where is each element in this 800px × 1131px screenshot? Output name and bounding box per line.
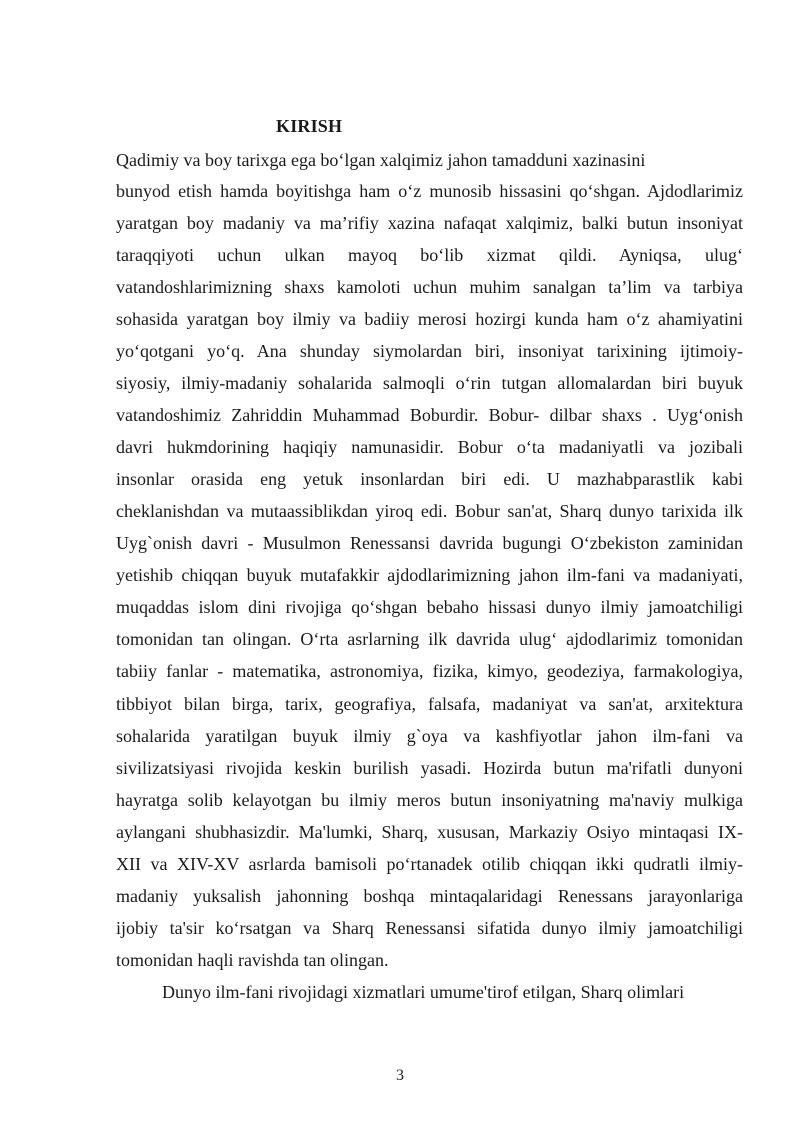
text-line: tibbiyot bilan birga, tarix, geografiya, falsafa, madaniyat va san'at, arxitektura (116, 694, 743, 714)
text-line: davri hukmdorining haqiqiy namunasidir. Bobur o‘ta madaniyatli va jozibali (116, 437, 743, 457)
text-line: XII va XIV-XV asrlarda bamisoli po‘rtanadek otilib chiqqan ikki qudratli ilmiy- (116, 854, 743, 874)
text-line: aylangani shubhasizdir. Ma'lumki, Sharq, xususan, Markaziy Osiyo mintaqasi IX- (116, 822, 743, 842)
text-line: siyosiy, ilmiy-madaniy sohalarida salmoqli o‘rin tutgan allomalardan biri buyuk (116, 373, 743, 393)
text-line: yaratgan boy madaniy va ma’rifiy xazina nafaqat xalqimiz, balki butun insoniyat (116, 213, 743, 233)
text-line: cheklanishdan va mutaassiblikdan yiroq edi. Bobur san'at, Sharq dunyo tarixida ilk (116, 501, 743, 521)
text-line: vatandoshimiz Zahriddin Muhammad Boburdir. Bobur- dilbar shaxs . Uyg‘onish (116, 405, 743, 425)
text-line: muqaddas islom dini rivojiga qo‘shgan bebaho hissasi dunyo ilmiy jamoatchiligi (116, 597, 743, 617)
text-line: ijobiy ta'sir ko‘rsatgan va Sharq Renessansi sifatida dunyo ilmiy jamoatchiligi (116, 918, 743, 938)
text-line: vatandoshlarimizning shaxs kamoloti uchun muhim sanalgan ta’lim va tarbiya (116, 277, 743, 297)
text-line: madaniy yuksalish jahonning boshqa mintaqalaridagi Renessans jarayonlariga (116, 886, 743, 906)
text-line: sivilizatsiyasi rivojida keskin burilish yasadi. Hozirda butun ma'rifatli dunyoni (116, 758, 743, 778)
text-line: Qadimiy va boy tarixga ega bo‘lgan xalqimiz jahon tamadduni xazinasini (116, 150, 646, 170)
text-line: Uyg`onish davri - Musulmon Renessansi davrida bugungi O‘zbekiston zaminidan (116, 533, 743, 553)
text-line: bunyod etish hamda boyitishga ham o‘z munosib hissasini qo‘shgan. Ajdodlarimiz (116, 181, 743, 201)
text-line: taraqqiyoti uchun ulkan mayoq bo‘lib xizmat qildi. Ayniqsa, ulug‘ (116, 245, 743, 265)
text-line: sohasida yaratgan boy ilmiy va badiiy merosi hozirgi kunda ham o‘z ahamiyatini (116, 309, 743, 329)
text-line: Dunyo ilm-fani rivojidagi xizmatlari umume'tirof etilgan, Sharq olimlari (162, 982, 685, 1002)
text-line: tomonidan haqli ravishda tan olingan. (116, 950, 389, 970)
text-line: sohalarida yaratilgan buyuk ilmiy g`oya va kashfiyotlar jahon ilm-fani va (116, 726, 743, 746)
text-line: yetishib chiqqan buyuk mutafakkir ajdodlarimizning jahon ilm-fani va madaniyati, (116, 565, 743, 585)
text-line: tabiiy fanlar - matematika, astronomiya, fizika, kimyo, geodeziya, farmakologiya, (116, 661, 743, 681)
page-number: 3 (396, 1067, 404, 1084)
text-line: hayratga solib kelayotgan bu ilmiy meros butun insoniyatning ma'naviy mulkiga (116, 790, 743, 810)
text-line: insonlar orasida eng yetuk insonlardan biri edi. U mazhabparastlik kabi (116, 469, 743, 489)
text-line: tomonidan tan olingan. O‘rta asrlarning ilk davrida ulug‘ ajdodlarimiz tomonidan (116, 629, 743, 649)
page-title: KIRISH (276, 116, 343, 136)
text-line: yo‘qotgani yo‘q. Ana shunday siymolardan biri, insoniyat tarixining ijtimoiy- (116, 341, 743, 361)
